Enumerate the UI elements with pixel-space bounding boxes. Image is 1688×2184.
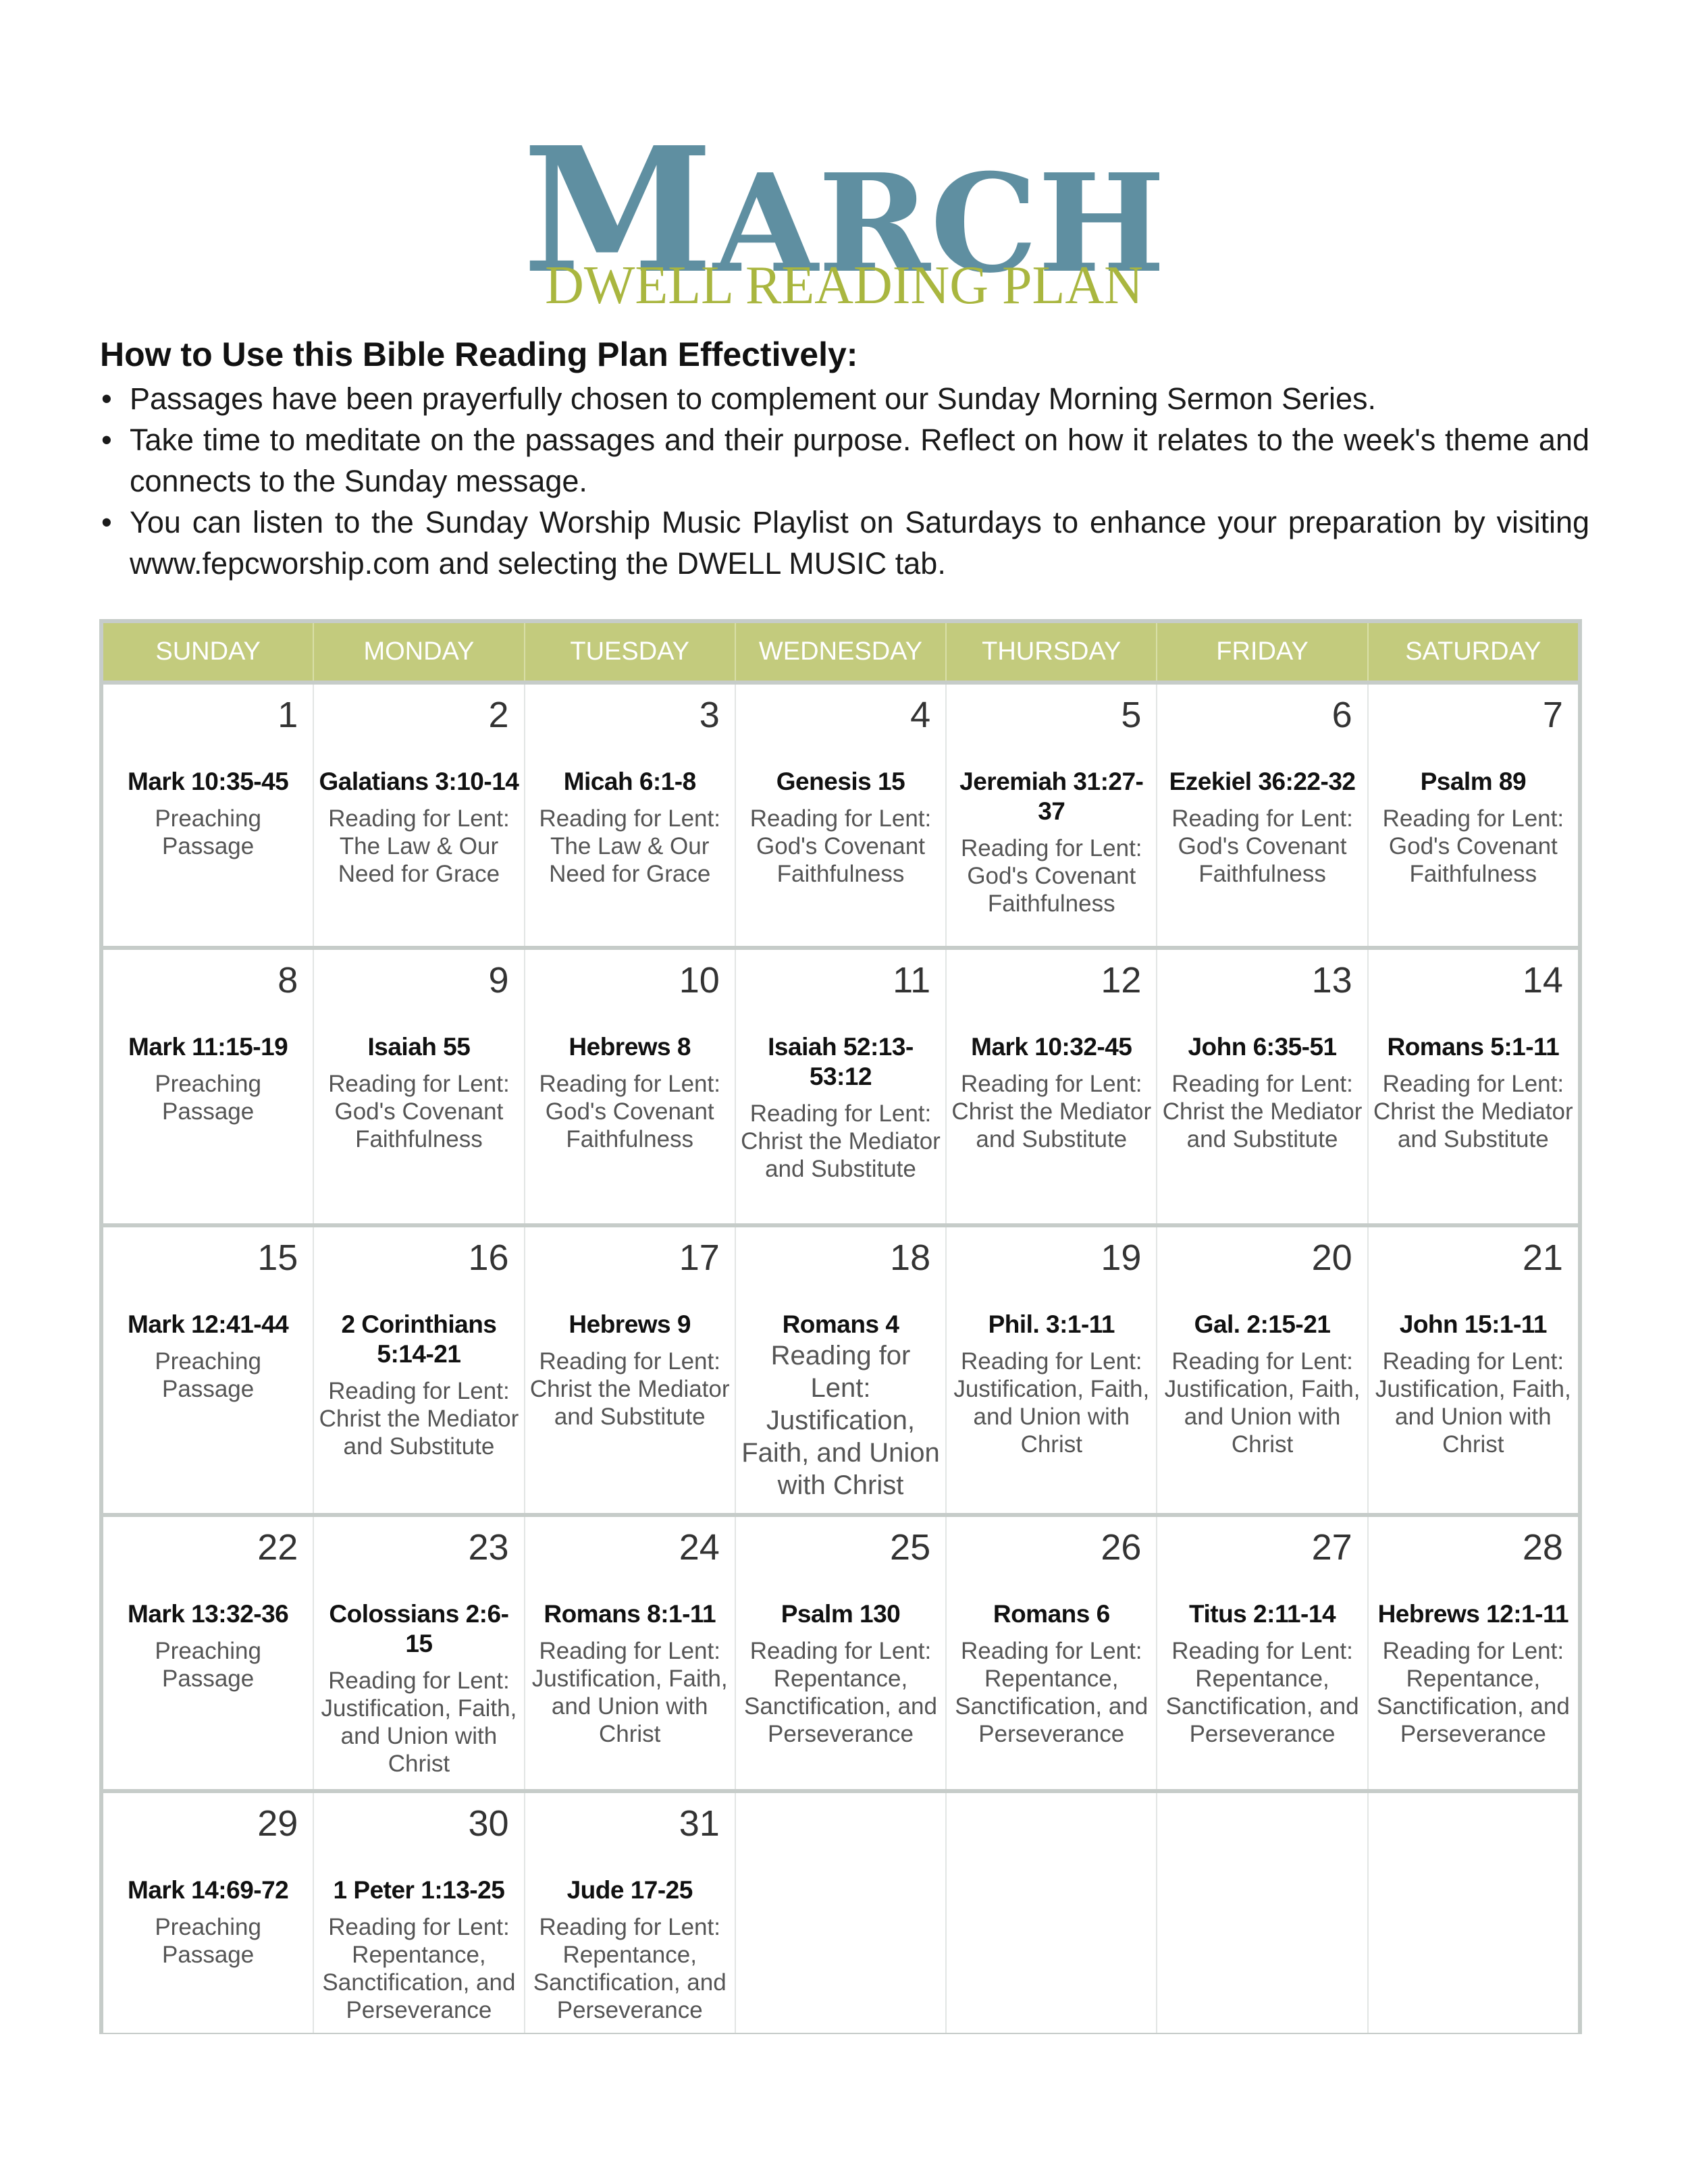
reading-note: Reading for Lent: Justification, Faith, and Union with Christ bbox=[1164, 1348, 1361, 1458]
instructions-heading: How to Use this Bible Reading Plan Effectively: bbox=[100, 336, 858, 373]
passage-reference: John 15:1-11 bbox=[1399, 1310, 1547, 1338]
day-number: 31 bbox=[679, 1803, 720, 1844]
reading-note: Reading for Lent: Christ the Mediator and Substitute bbox=[529, 1348, 730, 1430]
day-number: 28 bbox=[1522, 1527, 1563, 1568]
day-cell bbox=[103, 1227, 314, 1513]
instruction-bullet: • Passages have been prayerfully chosen to complement our Sunday Morning Sermon Series. bbox=[100, 378, 1589, 419]
day-number: 19 bbox=[1101, 1237, 1142, 1278]
reading-note: Reading for Lent: God's Covenant Faithfulness bbox=[539, 1071, 720, 1152]
day-cell bbox=[103, 1793, 314, 2033]
day-cell bbox=[1157, 685, 1368, 946]
scripture-passage bbox=[951, 1032, 1152, 1153]
logo-title: MARCH bbox=[523, 110, 1165, 312]
day-number: 13 bbox=[1311, 960, 1352, 1001]
passage-reference: Hebrews 12:1-11 bbox=[1377, 1600, 1569, 1628]
empty-day-cell bbox=[1157, 1793, 1368, 2033]
weekday-label: TUESDAY bbox=[525, 623, 736, 681]
reading-note: Preaching Passage bbox=[155, 1071, 261, 1125]
passage-reference: John 6:35-51 bbox=[1188, 1033, 1337, 1061]
calendar-week bbox=[103, 685, 1578, 946]
instructions bbox=[100, 331, 1589, 584]
scripture-passage bbox=[529, 1599, 731, 1748]
day-number: 21 bbox=[1522, 1237, 1563, 1278]
scripture-passage bbox=[740, 1032, 941, 1183]
empty-day-cell bbox=[947, 1793, 1157, 2033]
day-cell bbox=[525, 950, 736, 1223]
reading-note: Reading for Lent: Christ the Mediator and Substitute bbox=[319, 1378, 519, 1460]
scripture-passage bbox=[740, 1599, 941, 1748]
day-number: 10 bbox=[679, 960, 720, 1001]
day-cell bbox=[525, 685, 736, 946]
day-number: 11 bbox=[893, 960, 931, 1001]
weekday-header bbox=[103, 623, 1578, 681]
passage-reference: 2 Corinthians 5:14-21 bbox=[341, 1310, 497, 1368]
passage-reference: Romans 8:1-11 bbox=[544, 1600, 716, 1628]
passage-reference: 1 Peter 1:13-25 bbox=[333, 1876, 505, 1904]
reading-note: Reading for Lent: The Law & Our Need for Grace bbox=[328, 805, 510, 887]
passage-reference: Hebrews 8 bbox=[569, 1033, 691, 1061]
passage-reference: Titus 2:11-14 bbox=[1189, 1600, 1336, 1628]
weekday-label: THURSDAY bbox=[947, 623, 1157, 681]
day-cell bbox=[1157, 1227, 1368, 1513]
day-cell bbox=[947, 1517, 1157, 1789]
day-cell bbox=[1369, 1227, 1578, 1513]
day-cell bbox=[1157, 950, 1368, 1223]
scripture-passage bbox=[318, 1875, 519, 2024]
day-cell bbox=[103, 685, 314, 946]
day-cell bbox=[314, 950, 525, 1223]
reading-note: Reading for Lent: Christ the Mediator and Substitute bbox=[951, 1071, 1152, 1152]
day-cell bbox=[525, 1793, 736, 2033]
day-cell bbox=[314, 1227, 525, 1513]
day-number: 30 bbox=[468, 1803, 509, 1844]
reading-note: Reading for Lent: Justification, Faith, and Union with Christ bbox=[1375, 1348, 1571, 1458]
day-number: 6 bbox=[1331, 695, 1352, 735]
calendar-week bbox=[103, 1517, 1578, 1789]
logo-subtitle: DWELL READING PLAN bbox=[545, 256, 1143, 315]
day-number: 17 bbox=[679, 1237, 720, 1278]
reading-note: Reading for Lent: Repentance, Sanctification, and Perseverance bbox=[1165, 1638, 1359, 1747]
day-number: 3 bbox=[699, 695, 720, 735]
passage-reference: Psalm 89 bbox=[1420, 768, 1527, 795]
passage-reference: Micah 6:1-8 bbox=[563, 768, 696, 795]
day-number: 9 bbox=[488, 960, 509, 1001]
passage-reference: Mark 12:41-44 bbox=[128, 1310, 289, 1338]
scripture-passage bbox=[951, 1310, 1152, 1458]
day-number: 8 bbox=[278, 960, 298, 1001]
passage-reference: Ezekiel 36:22-32 bbox=[1169, 768, 1356, 795]
scripture-passage bbox=[529, 1032, 731, 1153]
passage-reference: Colossians 2:6-15 bbox=[329, 1600, 509, 1657]
scripture-passage bbox=[1161, 767, 1363, 888]
day-cell bbox=[1369, 950, 1578, 1223]
scripture-passage bbox=[1161, 1599, 1363, 1748]
day-cell bbox=[525, 1517, 736, 1789]
day-cell bbox=[736, 1227, 947, 1513]
calendar-week bbox=[103, 950, 1578, 1223]
reading-note: Reading for Lent: Repentance, Sanctification, and Perseverance bbox=[955, 1638, 1149, 1747]
reading-note: Preaching Passage bbox=[155, 805, 261, 859]
reading-note: Reading for Lent: Justification, Faith, and Union with Christ bbox=[531, 1638, 728, 1747]
reading-note: Reading for Lent: The Law & Our Need for Grace bbox=[539, 805, 720, 887]
day-number: 29 bbox=[257, 1803, 298, 1844]
reading-note: Reading for Lent: God's Covenant Faithfulness bbox=[749, 805, 932, 887]
scripture-passage bbox=[318, 1599, 519, 1778]
scripture-passage bbox=[1373, 1032, 1574, 1153]
day-number: 7 bbox=[1542, 695, 1563, 735]
day-number: 23 bbox=[468, 1527, 509, 1568]
passage-reference: Galatians 3:10-14 bbox=[319, 768, 519, 795]
passage-reference: Phil. 3:1-11 bbox=[988, 1310, 1115, 1338]
passage-reference: Romans 5:1-11 bbox=[1387, 1033, 1560, 1061]
instruction-bullet: • Take time to meditate on the passages and their purpose. Reflect on how it relates to the week's theme and connects to the Sunday message. bbox=[100, 419, 1589, 502]
day-number: 26 bbox=[1101, 1527, 1142, 1568]
reading-note: Reading for Lent: Christ the Mediator and Substitute bbox=[1162, 1071, 1363, 1152]
scripture-passage bbox=[529, 767, 731, 888]
reading-note: Reading for Lent: God's Covenant Faithfulness bbox=[1171, 805, 1353, 887]
day-cell bbox=[103, 950, 314, 1223]
reading-note: Reading for Lent: God's Covenant Faithfulness bbox=[1382, 805, 1564, 887]
logo bbox=[0, 110, 1688, 315]
day-number: 12 bbox=[1101, 960, 1142, 1001]
scripture-passage bbox=[529, 1310, 731, 1431]
day-number: 5 bbox=[1121, 695, 1142, 735]
scripture-passage bbox=[318, 1032, 519, 1153]
instruction-bullet: • You can listen to the Sunday Worship Music Playlist on Saturdays to enhance your preparation by visiting www.fepcworship.com and selecting the DWELL MUSIC tab. bbox=[100, 502, 1589, 584]
reading-note: Reading for Lent: Justification, Faith, and Union with Christ bbox=[321, 1668, 517, 1777]
passage-reference: Genesis 15 bbox=[776, 768, 905, 795]
day-number: 15 bbox=[257, 1237, 298, 1278]
day-number: 14 bbox=[1522, 960, 1563, 1001]
day-number: 4 bbox=[910, 695, 931, 735]
weekday-label: SUNDAY bbox=[103, 623, 314, 681]
passage-reference: Jeremiah 31:27-37 bbox=[959, 768, 1144, 825]
day-cell bbox=[314, 1517, 525, 1789]
weekday-label: SATURDAY bbox=[1405, 637, 1541, 666]
scripture-passage bbox=[318, 767, 519, 888]
scripture-passage bbox=[1373, 1599, 1574, 1748]
weekday-label: WEDNESDAY bbox=[736, 623, 947, 681]
reading-note: Reading for Lent: Repentance, Sanctification, and Perseverance bbox=[322, 1914, 516, 2023]
day-cell bbox=[1369, 1517, 1578, 1789]
reading-note: Reading for Lent: Repentance, Sanctification, and Perseverance bbox=[533, 1914, 727, 2023]
scripture-passage bbox=[740, 1310, 941, 1501]
passage-reference: Mark 14:69-72 bbox=[128, 1876, 289, 1904]
scripture-passage bbox=[951, 767, 1152, 917]
scripture-passage bbox=[529, 1875, 731, 2024]
scripture-passage bbox=[107, 1310, 309, 1403]
day-cell bbox=[314, 685, 525, 946]
reading-note: Reading for Lent: Repentance, Sanctification, and Perseverance bbox=[743, 1638, 937, 1747]
scripture-passage bbox=[1373, 1310, 1574, 1458]
reading-note: Reading for Lent: Christ the Mediator and Substitute bbox=[1373, 1071, 1573, 1152]
passage-reference: Mark 10:32-45 bbox=[971, 1033, 1132, 1061]
day-number: 24 bbox=[679, 1527, 720, 1568]
scripture-passage bbox=[107, 767, 309, 860]
passage-reference: Romans 6 bbox=[993, 1600, 1110, 1628]
passage-reference: Romans 4 bbox=[782, 1310, 899, 1338]
day-number: 27 bbox=[1311, 1527, 1352, 1568]
scripture-passage bbox=[1373, 767, 1574, 888]
passage-reference: Mark 11:15-19 bbox=[128, 1033, 288, 1061]
weekday-label: FRIDAY bbox=[1157, 623, 1368, 681]
day-number: 20 bbox=[1311, 1237, 1352, 1278]
passage-reference: Isaiah 55 bbox=[367, 1033, 471, 1061]
calendar-week bbox=[103, 1227, 1578, 1513]
reading-note: Reading for Lent: Justification, Faith, and Union with Christ bbox=[953, 1348, 1150, 1458]
day-cell bbox=[525, 1227, 736, 1513]
weekday-label: MONDAY bbox=[314, 623, 525, 681]
reading-note: Preaching Passage bbox=[155, 1348, 261, 1402]
instructions-list bbox=[100, 378, 1589, 584]
passage-reference: Mark 10:35-45 bbox=[128, 768, 289, 795]
day-number: 1 bbox=[278, 695, 298, 735]
scripture-passage bbox=[107, 1875, 309, 1969]
day-cell bbox=[947, 685, 1157, 946]
day-cell bbox=[1369, 685, 1578, 946]
day-cell bbox=[736, 950, 947, 1223]
passage-reference: Mark 13:32-36 bbox=[128, 1600, 289, 1628]
reading-note: Preaching Passage bbox=[155, 1914, 261, 1968]
day-cell bbox=[103, 1517, 314, 1789]
reading-note: Reading for Lent: God's Covenant Faithfulness bbox=[328, 1071, 510, 1152]
day-cell bbox=[1157, 1517, 1368, 1789]
day-cell bbox=[947, 1227, 1157, 1513]
calendar-week bbox=[103, 1793, 1578, 2033]
scripture-passage bbox=[1161, 1310, 1363, 1458]
reading-note: Reading for Lent: Repentance, Sanctification, and Perseverance bbox=[1376, 1638, 1570, 1747]
reading-note: Reading for Lent: Christ the Mediator and Substitute bbox=[741, 1100, 941, 1182]
day-cell bbox=[736, 685, 947, 946]
day-number: 16 bbox=[468, 1237, 509, 1278]
reading-note: Reading for Lent: Justification, Faith, and Union with Christ bbox=[741, 1341, 940, 1500]
reading-note: Preaching Passage bbox=[155, 1638, 261, 1692]
calendar-grid bbox=[99, 619, 1582, 2034]
passage-reference: Gal. 2:15-21 bbox=[1194, 1310, 1331, 1338]
day-number: 18 bbox=[890, 1237, 931, 1278]
scripture-passage bbox=[107, 1599, 309, 1693]
day-cell bbox=[736, 1517, 947, 1789]
reading-note: Reading for Lent: God's Covenant Faithfulness bbox=[961, 835, 1142, 917]
day-number: 2 bbox=[488, 695, 509, 735]
day-cell bbox=[314, 1793, 525, 2033]
day-number: 22 bbox=[257, 1527, 298, 1568]
scripture-passage bbox=[318, 1310, 519, 1460]
scripture-passage bbox=[107, 1032, 309, 1125]
empty-day-cell bbox=[1369, 1793, 1578, 2033]
passage-reference: Isaiah 52:13-53:12 bbox=[768, 1033, 914, 1090]
scripture-passage bbox=[740, 767, 941, 888]
scripture-passage bbox=[1161, 1032, 1363, 1153]
day-cell bbox=[947, 950, 1157, 1223]
day-number: 25 bbox=[890, 1527, 931, 1568]
empty-day-cell bbox=[736, 1793, 947, 2033]
scripture-passage bbox=[951, 1599, 1152, 1748]
passage-reference: Psalm 130 bbox=[781, 1600, 901, 1628]
passage-reference: Jude 17-25 bbox=[566, 1876, 693, 1904]
passage-reference: Hebrews 9 bbox=[569, 1310, 691, 1338]
